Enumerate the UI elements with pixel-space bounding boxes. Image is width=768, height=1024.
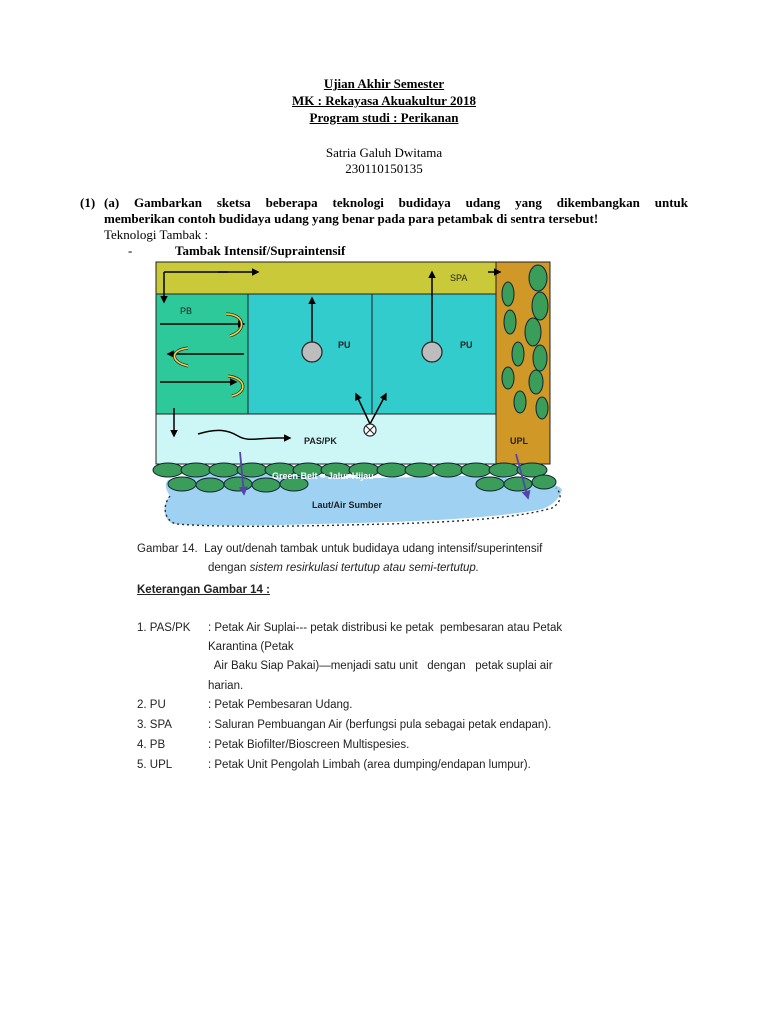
item-title: Tambak Intensif/Supraintensif — [175, 243, 346, 258]
aerator-1 — [302, 342, 322, 362]
legend-desc-2: : Petak Pembesaran Udang. — [208, 699, 353, 711]
pond-layout-diagram — [148, 258, 564, 530]
teknologi-label: Teknologi Tambak : — [104, 227, 209, 242]
label-pu-2: PU — [460, 340, 473, 350]
legend-desc-1c: Air Baku Siap Pakai)—menjadi satu unit dengan petak suplai air — [208, 660, 553, 672]
bullet-dash: - — [128, 243, 133, 258]
question-text-line2: memberikan contoh budidaya udang yang benar pada para petambak di sentra tersebut! — [104, 211, 599, 226]
legend-desc-1d: harian. — [208, 680, 244, 692]
exam-title: Ujian Akhir Semester — [323, 76, 445, 91]
spa-channel — [156, 262, 496, 294]
caption-prefix: dengan — [208, 562, 250, 574]
course-title: MK : Rekayasa Akuakultur 2018 — [292, 93, 476, 108]
question-number: (1) — [80, 195, 96, 210]
legend-desc-1b: Karantina (Petak — [208, 641, 294, 653]
label-spa: SPA — [450, 273, 468, 283]
legend-desc-5: : Petak Unit Pengolah Limbah (area dumping/endapan lumpur). — [208, 759, 531, 771]
figure-caption-line2 — [208, 561, 479, 575]
label-laut: Laut/Air Sumber — [312, 500, 383, 510]
legend-key-4: 4. PB — [137, 739, 166, 751]
label-green-belt: Green Belt = Jalur Hijau — [272, 471, 374, 481]
caption-italic: sistem resirkulasi tertutup atau semi-tertutup. — [249, 562, 480, 574]
label-pu-1: PU — [338, 340, 351, 350]
author-name: Satria Galuh Dwitama — [325, 145, 443, 160]
keterangan-heading: Keterangan Gambar 14 : — [137, 584, 270, 596]
legend-desc-3: : Saluran Pembuangan Air (berfungsi pula sebagai petak endapan). — [208, 719, 552, 731]
legend-key-3: 3. SPA — [137, 719, 172, 731]
legend-key-1: 1. PAS/PK — [137, 622, 191, 634]
label-pas-pk: PAS/PK — [304, 436, 337, 446]
label-pb: PB — [180, 306, 193, 316]
legend-desc-1: : Petak Air Suplai--- petak distribusi ke petak pembesaran atau Petak — [208, 622, 563, 634]
legend-key-2: 2. PU — [137, 699, 166, 711]
legend-desc-4: : Petak Biofilter/Bioscreen Multispesies. — [208, 739, 410, 751]
legend-key-5: 5. UPL — [137, 759, 173, 771]
figure-caption-line1: Gambar 14. Lay out/denah tambak untuk budidaya udang intensif/superintensif — [137, 543, 543, 555]
label-upl: UPL — [510, 436, 528, 446]
program-title: Program studi : Perikanan — [309, 110, 459, 125]
question-text-line1: (a) Gambarkan sketsa beberapa teknologi budidaya udang yang dikembangkan untuk — [104, 195, 688, 210]
aerator-2 — [422, 342, 442, 362]
student-id: 230110150135 — [345, 161, 423, 176]
